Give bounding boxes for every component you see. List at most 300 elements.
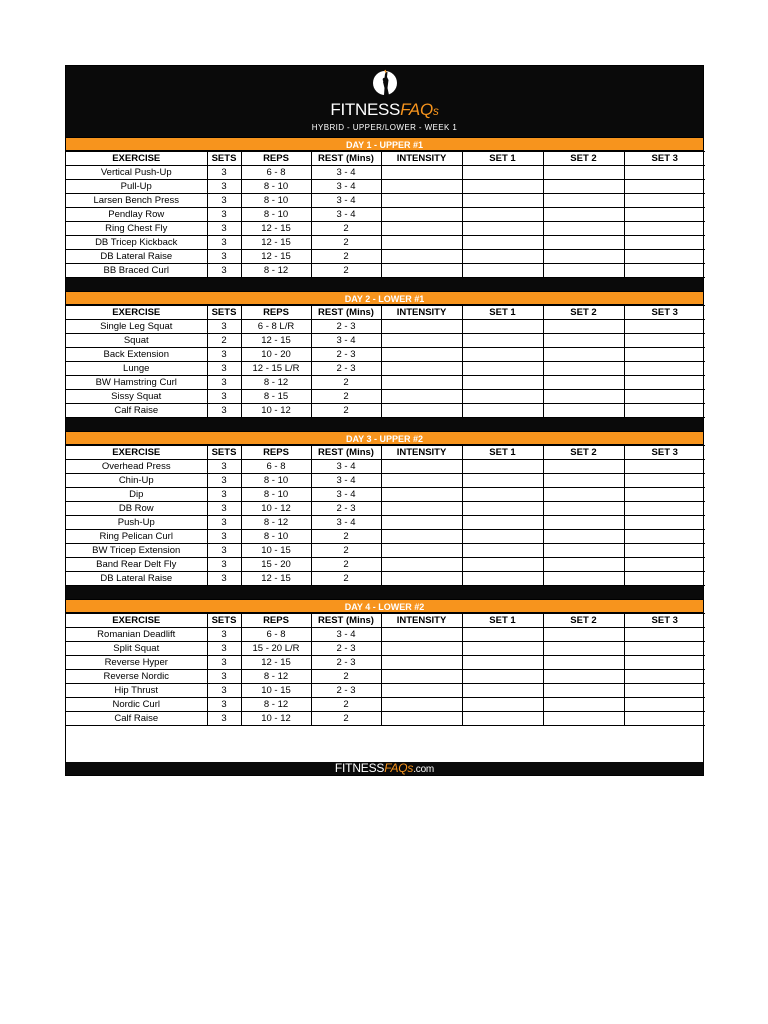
set2-cell[interactable] [543, 488, 624, 502]
exercise-cell: Vertical Push-Up [66, 166, 207, 180]
sets-cell: 3 [207, 628, 241, 642]
intensity-cell[interactable] [381, 390, 462, 404]
table-row [66, 194, 705, 208]
set2-cell[interactable] [543, 376, 624, 390]
sets-cell: 3 [207, 656, 241, 670]
reps-cell: 8 - 12 [241, 516, 311, 530]
intensity-cell[interactable] [381, 488, 462, 502]
set1-cell[interactable] [462, 376, 543, 390]
intensity-cell[interactable] [381, 474, 462, 488]
set3-cell[interactable] [624, 572, 705, 586]
exercise-cell: Ring Pelican Curl [66, 530, 207, 544]
table-row [66, 544, 705, 558]
reps-cell: 12 - 15 [241, 656, 311, 670]
set2-cell[interactable] [543, 712, 624, 726]
intensity-cell[interactable] [381, 208, 462, 222]
set2-cell[interactable] [543, 180, 624, 194]
set3-cell[interactable] [624, 460, 705, 474]
set3-cell[interactable] [624, 264, 705, 278]
reps-cell: 8 - 10 [241, 208, 311, 222]
reps-cell: 8 - 10 [241, 194, 311, 208]
rest-cell: 3 - 4 [311, 460, 381, 474]
intensity-cell[interactable] [381, 362, 462, 376]
rest-cell: 3 - 4 [311, 628, 381, 642]
table-row [66, 572, 705, 586]
reps-cell: 10 - 20 [241, 348, 311, 362]
table-header-row [66, 614, 705, 628]
set2-cell[interactable] [543, 544, 624, 558]
table-row [66, 236, 705, 250]
exercise-cell: Romanian Deadlift [66, 628, 207, 642]
set1-cell[interactable] [462, 166, 543, 180]
rest-cell: 2 [311, 264, 381, 278]
reps-cell: 10 - 12 [241, 712, 311, 726]
table-row [66, 502, 705, 516]
set1-cell[interactable] [462, 390, 543, 404]
sets-cell: 3 [207, 530, 241, 544]
table-row [66, 698, 705, 712]
rest-cell: 2 [311, 236, 381, 250]
set2-cell[interactable] [543, 250, 624, 264]
set3-cell[interactable] [624, 404, 705, 418]
exercise-cell: Back Extension [66, 348, 207, 362]
exercise-cell: Reverse Hyper [66, 656, 207, 670]
column-header: EXERCISE [66, 446, 207, 460]
exercise-cell: Nordic Curl [66, 698, 207, 712]
rest-cell: 2 [311, 404, 381, 418]
table-row [66, 264, 705, 278]
set2-cell[interactable] [543, 502, 624, 516]
footer-name-a: FITNESS [334, 761, 385, 775]
intensity-cell[interactable] [381, 194, 462, 208]
rest-cell: 3 - 4 [311, 516, 381, 530]
set3-cell[interactable] [624, 362, 705, 376]
column-header: EXERCISE [66, 152, 207, 166]
set3-cell[interactable] [624, 250, 705, 264]
exercise-cell: Split Squat [66, 642, 207, 656]
rest-cell: 3 - 4 [311, 474, 381, 488]
set2-cell[interactable] [543, 362, 624, 376]
intensity-cell[interactable] [381, 502, 462, 516]
table-row [66, 474, 705, 488]
table-row [66, 390, 705, 404]
column-header: INTENSITY [381, 614, 462, 628]
exercise-cell: DB Tricep Kickback [66, 236, 207, 250]
rest-cell: 2 [311, 530, 381, 544]
set3-cell[interactable] [624, 516, 705, 530]
sets-cell: 3 [207, 516, 241, 530]
exercise-cell: DB Lateral Raise [66, 572, 207, 586]
set3-cell[interactable] [624, 474, 705, 488]
exercise-cell: Single Leg Squat [66, 320, 207, 334]
column-header: EXERCISE [66, 614, 207, 628]
days-container [66, 137, 703, 726]
column-header: REPS [241, 614, 311, 628]
intensity-cell[interactable] [381, 516, 462, 530]
intensity-cell[interactable] [381, 628, 462, 642]
sheet-footer [66, 762, 703, 775]
set1-cell[interactable] [462, 656, 543, 670]
set1-cell[interactable] [462, 236, 543, 250]
rest-cell: 3 - 4 [311, 488, 381, 502]
day-title: DAY 1 - UPPER #1 [66, 137, 703, 151]
exercise-cell: Ring Chest Fly [66, 222, 207, 236]
set1-cell[interactable] [462, 320, 543, 334]
set1-cell[interactable] [462, 698, 543, 712]
workout-table [66, 151, 705, 278]
set1-cell[interactable] [462, 334, 543, 348]
set3-cell[interactable] [624, 236, 705, 250]
set1-cell[interactable] [462, 460, 543, 474]
set1-cell[interactable] [462, 264, 543, 278]
reps-cell: 12 - 15 [241, 222, 311, 236]
table-row [66, 222, 705, 236]
table-row [66, 516, 705, 530]
exercise-cell: Dip [66, 488, 207, 502]
intensity-cell[interactable] [381, 264, 462, 278]
set2-cell[interactable] [543, 474, 624, 488]
set2-cell[interactable] [543, 334, 624, 348]
intensity-cell[interactable] [381, 530, 462, 544]
set2-cell[interactable] [543, 264, 624, 278]
set1-cell[interactable] [462, 544, 543, 558]
reps-cell: 10 - 15 [241, 684, 311, 698]
sets-cell: 3 [207, 488, 241, 502]
column-header: SET 2 [543, 446, 624, 460]
set2-cell[interactable] [543, 194, 624, 208]
brand-name-b: FAQ [400, 100, 433, 119]
rest-cell: 2 [311, 558, 381, 572]
set3-cell[interactable] [624, 530, 705, 544]
set1-cell[interactable] [462, 474, 543, 488]
rest-cell: 2 - 3 [311, 642, 381, 656]
column-header: SETS [207, 306, 241, 320]
intensity-cell[interactable] [381, 544, 462, 558]
table-row [66, 712, 705, 726]
sets-cell: 3 [207, 320, 241, 334]
set2-cell[interactable] [543, 390, 624, 404]
sets-cell: 2 [207, 334, 241, 348]
set3-cell[interactable] [624, 208, 705, 222]
sets-cell: 3 [207, 180, 241, 194]
sets-cell: 3 [207, 194, 241, 208]
section-divider [66, 418, 703, 431]
table-header-row [66, 152, 705, 166]
rest-cell: 3 - 4 [311, 166, 381, 180]
intensity-cell[interactable] [381, 222, 462, 236]
reps-cell: 10 - 15 [241, 544, 311, 558]
set1-cell[interactable] [462, 348, 543, 362]
column-header: SET 2 [543, 306, 624, 320]
rest-cell: 2 - 3 [311, 684, 381, 698]
rest-cell: 2 [311, 712, 381, 726]
reps-cell: 8 - 12 [241, 264, 311, 278]
column-header: SET 2 [543, 614, 624, 628]
reps-cell: 12 - 15 [241, 250, 311, 264]
column-header: SETS [207, 152, 241, 166]
exercise-cell: DB Row [66, 502, 207, 516]
table-row [66, 334, 705, 348]
set1-cell[interactable] [462, 362, 543, 376]
rest-cell: 2 - 3 [311, 502, 381, 516]
table-row [66, 628, 705, 642]
set1-cell[interactable] [462, 222, 543, 236]
rest-cell: 2 [311, 222, 381, 236]
footer-name-c: .com [413, 764, 435, 775]
exercise-cell: Sissy Squat [66, 390, 207, 404]
intensity-cell[interactable] [381, 166, 462, 180]
set1-cell[interactable] [462, 502, 543, 516]
rest-cell: 3 - 4 [311, 334, 381, 348]
exercise-cell: Lunge [66, 362, 207, 376]
set2-cell[interactable] [543, 628, 624, 642]
sets-cell: 3 [207, 208, 241, 222]
set3-cell[interactable] [624, 656, 705, 670]
column-header: SET 3 [624, 306, 705, 320]
reps-cell: 10 - 12 [241, 502, 311, 516]
table-row [66, 684, 705, 698]
reps-cell: 6 - 8 [241, 460, 311, 474]
set2-cell[interactable] [543, 656, 624, 670]
reps-cell: 10 - 12 [241, 404, 311, 418]
reps-cell: 6 - 8 L/R [241, 320, 311, 334]
sets-cell: 3 [207, 712, 241, 726]
column-header: REPS [241, 152, 311, 166]
rest-cell: 2 [311, 250, 381, 264]
intensity-cell[interactable] [381, 404, 462, 418]
table-row [66, 320, 705, 334]
set3-cell[interactable] [624, 502, 705, 516]
column-header: SET 1 [462, 446, 543, 460]
column-header: SET 1 [462, 152, 543, 166]
intensity-cell[interactable] [381, 180, 462, 194]
table-row [66, 376, 705, 390]
exercise-cell: Push-Up [66, 516, 207, 530]
sets-cell: 3 [207, 684, 241, 698]
intensity-cell[interactable] [381, 712, 462, 726]
sets-cell: 3 [207, 572, 241, 586]
program-subtitle: HYBRID - UPPER/LOWER - WEEK 1 [311, 123, 458, 132]
exercise-cell: Pull-Up [66, 180, 207, 194]
set2-cell[interactable] [543, 558, 624, 572]
intensity-cell[interactable] [381, 460, 462, 474]
exercise-cell: Chin-Up [66, 474, 207, 488]
reps-cell: 8 - 15 [241, 390, 311, 404]
intensity-cell[interactable] [381, 376, 462, 390]
sets-cell: 3 [207, 460, 241, 474]
reps-cell: 8 - 10 [241, 530, 311, 544]
rest-cell: 2 [311, 544, 381, 558]
set1-cell[interactable] [462, 404, 543, 418]
set2-cell[interactable] [543, 698, 624, 712]
footer-name-b: FAQs [384, 761, 414, 775]
reps-cell: 8 - 10 [241, 488, 311, 502]
set3-cell[interactable] [624, 180, 705, 194]
column-header: SETS [207, 614, 241, 628]
set2-cell[interactable] [543, 222, 624, 236]
reps-cell: 8 - 10 [241, 474, 311, 488]
set1-cell[interactable] [462, 712, 543, 726]
set1-cell[interactable] [462, 684, 543, 698]
exercise-cell: Hip Thrust [66, 684, 207, 698]
intensity-cell[interactable] [381, 684, 462, 698]
set3-cell[interactable] [624, 194, 705, 208]
table-row [66, 558, 705, 572]
exercise-cell: Reverse Nordic [66, 670, 207, 684]
table-row [66, 656, 705, 670]
sets-cell: 3 [207, 502, 241, 516]
table-row [66, 488, 705, 502]
set2-cell[interactable] [543, 236, 624, 250]
rest-cell: 2 - 3 [311, 348, 381, 362]
column-header: REST (Mins) [311, 446, 381, 460]
reps-cell: 12 - 15 L/R [241, 362, 311, 376]
exercise-cell: BW Tricep Extension [66, 544, 207, 558]
day-title: DAY 3 - UPPER #2 [66, 431, 703, 445]
column-header: EXERCISE [66, 306, 207, 320]
workout-sheet [65, 65, 704, 776]
set1-cell[interactable] [462, 208, 543, 222]
set1-cell[interactable] [462, 628, 543, 642]
rest-cell: 2 [311, 698, 381, 712]
set3-cell[interactable] [624, 670, 705, 684]
set1-cell[interactable] [462, 194, 543, 208]
intensity-cell[interactable] [381, 348, 462, 362]
set1-cell[interactable] [462, 488, 543, 502]
set1-cell[interactable] [462, 670, 543, 684]
rest-cell: 2 [311, 572, 381, 586]
column-header: REPS [241, 306, 311, 320]
sets-cell: 3 [207, 698, 241, 712]
set2-cell[interactable] [543, 670, 624, 684]
set2-cell[interactable] [543, 208, 624, 222]
intensity-cell[interactable] [381, 642, 462, 656]
set1-cell[interactable] [462, 516, 543, 530]
rest-cell: 3 - 4 [311, 180, 381, 194]
set2-cell[interactable] [543, 320, 624, 334]
reps-cell: 8 - 12 [241, 670, 311, 684]
set3-cell[interactable] [624, 348, 705, 362]
set3-cell[interactable] [624, 390, 705, 404]
exercise-cell: Larsen Bench Press [66, 194, 207, 208]
sheet-header [66, 66, 703, 137]
set2-cell[interactable] [543, 348, 624, 362]
set3-cell[interactable] [624, 642, 705, 656]
brand-logo [66, 101, 703, 120]
exercise-cell: Calf Raise [66, 404, 207, 418]
exercise-cell: BB Braced Curl [66, 264, 207, 278]
set1-cell[interactable] [462, 572, 543, 586]
column-header: SET 3 [624, 152, 705, 166]
column-header: REST (Mins) [311, 306, 381, 320]
reps-cell: 8 - 10 [241, 180, 311, 194]
column-header: REST (Mins) [311, 614, 381, 628]
set2-cell[interactable] [543, 166, 624, 180]
section-divider [66, 586, 703, 599]
column-header: REPS [241, 446, 311, 460]
rest-cell: 2 - 3 [311, 362, 381, 376]
set3-cell[interactable] [624, 222, 705, 236]
intensity-cell[interactable] [381, 698, 462, 712]
set1-cell[interactable] [462, 558, 543, 572]
set1-cell[interactable] [462, 250, 543, 264]
set1-cell[interactable] [462, 642, 543, 656]
set1-cell[interactable] [462, 530, 543, 544]
set2-cell[interactable] [543, 572, 624, 586]
set3-cell[interactable] [624, 376, 705, 390]
set2-cell[interactable] [543, 516, 624, 530]
column-header: SET 3 [624, 446, 705, 460]
set3-cell[interactable] [624, 684, 705, 698]
sets-cell: 3 [207, 166, 241, 180]
set3-cell[interactable] [624, 320, 705, 334]
set3-cell[interactable] [624, 544, 705, 558]
column-header: SET 1 [462, 614, 543, 628]
table-row [66, 642, 705, 656]
sets-cell: 3 [207, 376, 241, 390]
reps-cell: 6 - 8 [241, 166, 311, 180]
sets-cell: 3 [207, 642, 241, 656]
set3-cell[interactable] [624, 166, 705, 180]
set3-cell[interactable] [624, 628, 705, 642]
sets-cell: 3 [207, 222, 241, 236]
sets-cell: 3 [207, 236, 241, 250]
set3-cell[interactable] [624, 334, 705, 348]
intensity-cell[interactable] [381, 670, 462, 684]
set3-cell[interactable] [624, 712, 705, 726]
workout-table [66, 613, 705, 726]
table-row [66, 180, 705, 194]
set2-cell[interactable] [543, 460, 624, 474]
rest-cell: 2 - 3 [311, 320, 381, 334]
set3-cell[interactable] [624, 698, 705, 712]
column-header: SET 2 [543, 152, 624, 166]
table-row [66, 208, 705, 222]
sets-cell: 3 [207, 362, 241, 376]
column-header: INTENSITY [381, 446, 462, 460]
exercise-cell: Overhead Press [66, 460, 207, 474]
reps-cell: 12 - 15 [241, 334, 311, 348]
set2-cell[interactable] [543, 404, 624, 418]
intensity-cell[interactable] [381, 334, 462, 348]
rest-cell: 3 - 4 [311, 208, 381, 222]
column-header: SET 3 [624, 614, 705, 628]
reps-cell: 12 - 15 [241, 572, 311, 586]
set1-cell[interactable] [462, 180, 543, 194]
sets-cell: 3 [207, 264, 241, 278]
set2-cell[interactable] [543, 642, 624, 656]
table-row [66, 670, 705, 684]
intensity-cell[interactable] [381, 572, 462, 586]
brand-name-a: FITNESS [330, 100, 401, 119]
intensity-cell[interactable] [381, 320, 462, 334]
table-row [66, 250, 705, 264]
column-header: SETS [207, 446, 241, 460]
set3-cell[interactable] [624, 558, 705, 572]
intensity-cell[interactable] [381, 558, 462, 572]
set2-cell[interactable] [543, 684, 624, 698]
intensity-cell[interactable] [381, 656, 462, 670]
rest-cell: 2 [311, 390, 381, 404]
set2-cell[interactable] [543, 530, 624, 544]
set3-cell[interactable] [624, 488, 705, 502]
reps-cell: 12 - 15 [241, 236, 311, 250]
reps-cell: 6 - 8 [241, 628, 311, 642]
intensity-cell[interactable] [381, 250, 462, 264]
reps-cell: 8 - 12 [241, 698, 311, 712]
rest-cell: 2 [311, 670, 381, 684]
intensity-cell[interactable] [381, 236, 462, 250]
